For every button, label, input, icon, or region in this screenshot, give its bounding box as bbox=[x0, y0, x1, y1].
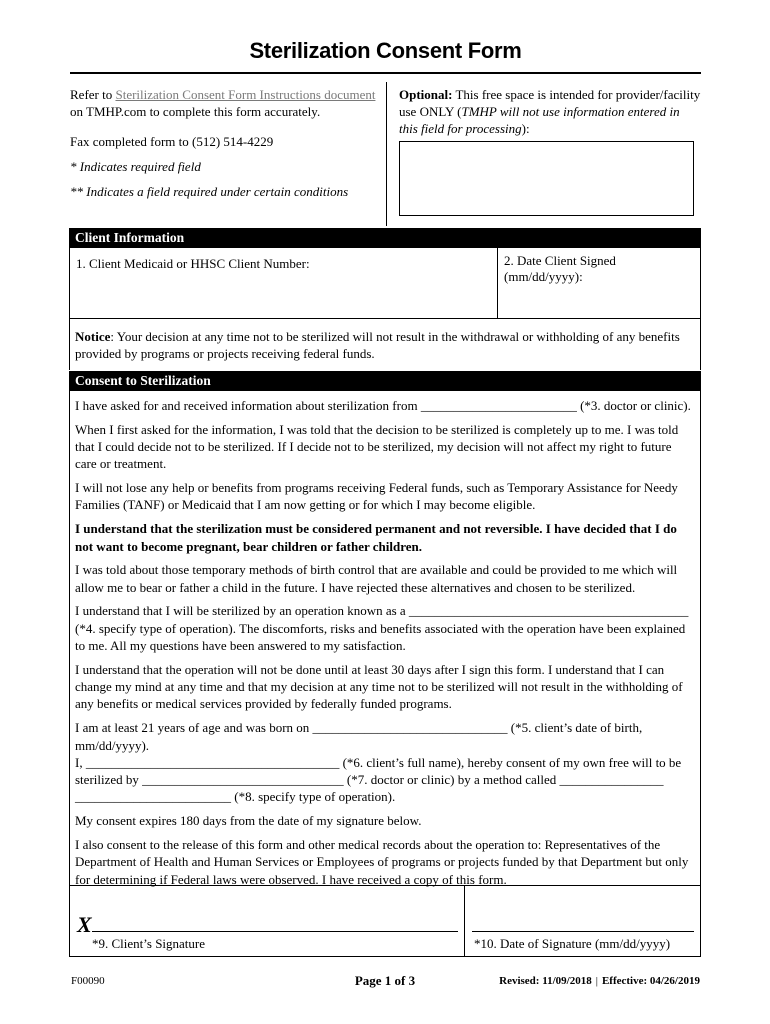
consent-paragraph: I understand that I will be sterilized by an operation known as a ___________________________________________ (*4. specify type of operation). The discomforts, risks and benefits associated with the operation have been explained to me. All my questions have been answered to my satisfaction. bbox=[75, 603, 689, 654]
signature-box bbox=[69, 885, 701, 957]
notice-box bbox=[69, 319, 701, 370]
consent-paragraph: I also consent to the release of this form and other medical records about the operation to: Representatives of the Department of Health and Human Services or Employees of programs or projects funded by that Department but only for determining if Federal laws were observed. I have received a copy of this form. bbox=[75, 837, 689, 887]
revision-info: Revised: 11/09/2018 | Effective: 04/26/2019 bbox=[499, 975, 700, 987]
instructions-link[interactable]: Sterilization Consent Form Instructions document bbox=[115, 87, 376, 102]
client-number-label: 1. Client Medicaid or HHSC Client Number: bbox=[76, 256, 310, 271]
consent-paragraph: I have asked for and received information about sterilization from ________________________ (*3. doctor or clinic). bbox=[75, 398, 691, 413]
page-number: Page 1 of 3 bbox=[354, 973, 416, 988]
consent-paragraph: I will not lose any help or benefits from programs receiving Federal funds, such as Temporary Assistance for Needy Families (TANF) or Medicaid that I am now getting or for which I may become eligible. bbox=[75, 480, 678, 513]
consent-paragraph: I understand that the operation will not be done until at least 30 days after I sign this form. I understand that I can change my mind at any time and that my decision at any time not to be sterilized will not result in the withholding of any benefits or medical services provided by federally funded programs. bbox=[75, 661, 683, 712]
consent-line: I, _______________________________________ (*6. client’s full name), hereby consent of my own free will to be bbox=[75, 754, 682, 770]
consent-header: Consent to Sterilization bbox=[69, 371, 701, 391]
signature-divider bbox=[464, 886, 465, 956]
header-instructions bbox=[70, 86, 378, 200]
conditional-note: ** Indicates a field required under certain conditions bbox=[70, 184, 349, 199]
title-rule bbox=[70, 72, 701, 74]
date-client-signed-field[interactable] bbox=[498, 248, 700, 318]
consent-line: I am at least 21 years of age and was born on ______________________________ (*5. client’s date of birth, mm/dd/yyyy). bbox=[75, 720, 643, 753]
consent-paragraph: I was told about those temporary methods of birth control that are available and could be provided to me which will allow me to bear or father a child in the future. I have rejected these alternatives and chosen to be sterilized. bbox=[75, 562, 678, 595]
form-id: F00090 bbox=[71, 975, 105, 987]
date-client-signed-label: 2. Date Client Signed (mm/dd/yyyy): bbox=[504, 253, 616, 284]
signature-x-mark: X bbox=[77, 912, 92, 937]
header-divider bbox=[386, 82, 387, 226]
notice-text: : Your decision at any time not to be sterilized will not result in the withdrawal or withholding of any benefits provided by programs or projects receiving federal funds. bbox=[75, 329, 680, 361]
date-of-signature-field[interactable] bbox=[472, 931, 694, 932]
client-information-box bbox=[69, 248, 701, 319]
consent-paragraph: When I first asked for the information, I was told that the decision to be sterilized is completely up to me. I was told that I could decide not to be sterilized. If I decide not to be sterilized, my decision will not affect my right to future care or treatment. bbox=[75, 421, 679, 472]
client-signature-label: *9. Client’s Signature bbox=[92, 936, 206, 951]
client-number-field[interactable] bbox=[70, 248, 498, 318]
consent-text-box bbox=[69, 390, 701, 885]
date-of-signature-label: *10. Date of Signature (mm/dd/yyyy) bbox=[474, 936, 671, 951]
consent-paragraph: My consent expires 180 days from the date of my signature below. bbox=[75, 813, 422, 829]
page-title: Sterilization Consent Form bbox=[249, 38, 522, 63]
client-signature-field[interactable] bbox=[92, 931, 458, 932]
consent-line: ________________________ (*8. specify type of operation). bbox=[75, 789, 396, 805]
fax-text: Fax completed form to (512) 514-4229 bbox=[70, 134, 274, 149]
optional-note: Optional: This free space is intended for provider/facility use ONLY (TMHP will not use information entered in this field for processing): bbox=[399, 87, 701, 136]
required-note: * Indicates required field bbox=[70, 159, 201, 174]
notice-label: Notice bbox=[75, 329, 111, 344]
provider-free-space-field[interactable] bbox=[399, 141, 694, 216]
refer-text: Refer to Sterilization Consent Form Instructions document on TMHP.com to complete this form accurately. bbox=[70, 87, 376, 119]
client-information-header: Client Information bbox=[69, 228, 701, 248]
consent-paragraph: I understand that the sterilization must be considered permanent and not reversible. I have decided that I do not want to become pregnant, bear children or father children. bbox=[75, 521, 677, 554]
consent-line: sterilized by _______________________________ (*7. doctor or clinic) by a method called ________________ bbox=[75, 772, 664, 788]
